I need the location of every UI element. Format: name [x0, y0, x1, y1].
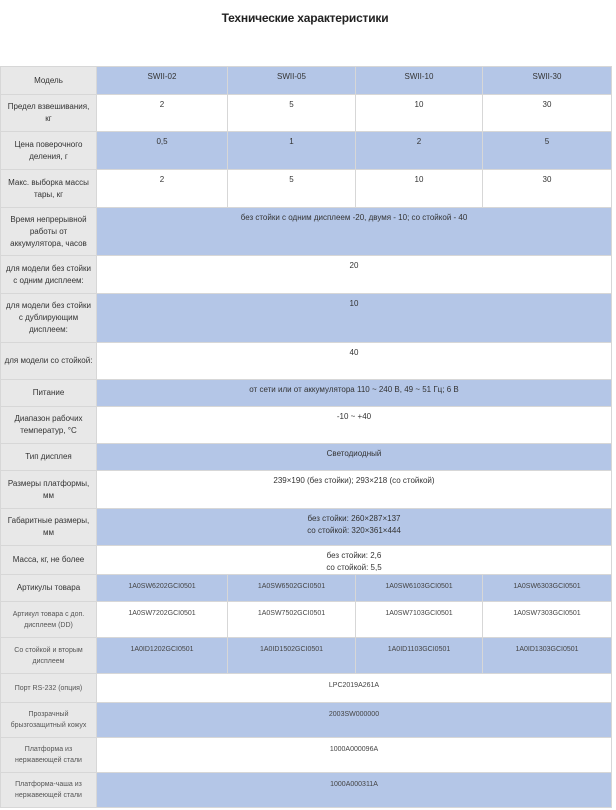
- table-cell: 30: [483, 95, 612, 132]
- table-row: [1, 256, 612, 294]
- row-label: Порт RS-232 (опция): [1, 674, 97, 703]
- row-label: Масса, кг, не более: [1, 546, 97, 575]
- table-row: [1, 343, 612, 380]
- table-cell: 10: [356, 95, 483, 132]
- row-label: Платформа-чаша из нержавеющей стали: [1, 773, 97, 808]
- row-label: Модель: [1, 67, 97, 95]
- table-cell: 0,5: [97, 132, 228, 170]
- table-cell: 1A0SW6202GCI0501: [97, 575, 228, 602]
- row-label: Артикулы товара: [1, 575, 97, 602]
- table-cell: 40: [97, 343, 612, 380]
- table-cell: 20: [97, 256, 612, 294]
- row-label: Габаритные размеры, мм: [1, 509, 97, 546]
- table-cell: 10: [97, 294, 612, 343]
- table-row: [1, 509, 612, 546]
- table-cell: 30: [483, 170, 612, 208]
- table-row: [1, 95, 612, 132]
- table-cell: 2003SW000000: [97, 703, 612, 738]
- table-cell: 10: [356, 170, 483, 208]
- cell-line: со стойкой: 320×361×444: [307, 526, 401, 535]
- specs-table: [0, 66, 612, 808]
- row-label: Предел взвешивания, кг: [1, 95, 97, 132]
- table-cell: 1A0ID1303GCI0501: [483, 638, 612, 674]
- specs-table-container: [0, 66, 611, 808]
- table-row: [1, 773, 612, 808]
- row-label: Прозрачный брызгозащитный кожух: [1, 703, 97, 738]
- model-header-cell: SWII-30: [483, 67, 612, 95]
- model-header-cell: SWII-02: [97, 67, 228, 95]
- table-row: [1, 380, 612, 407]
- model-header-cell: SWII-10: [356, 67, 483, 95]
- table-cell: [97, 509, 612, 546]
- table-cell: 1A0SW7303GCI0501: [483, 602, 612, 638]
- table-cell: 1A0ID1502GCI0501: [228, 638, 356, 674]
- row-label: для модели без стойки с дублирующим дисплеем:: [1, 294, 97, 343]
- row-label: Артикул товара с доп. дисплеем (DD): [1, 602, 97, 638]
- cell-line: без стойки: 260×287×137: [307, 514, 401, 523]
- table-cell: 1000A000096A: [97, 738, 612, 773]
- table-cell: 239×190 (без стойки); 293×218 (со стойкой): [97, 471, 612, 509]
- table-cell: 1A0ID1103GCI0501: [356, 638, 483, 674]
- table-row: [1, 602, 612, 638]
- cell-line: без стойки: 2,6: [326, 551, 382, 560]
- table-row: [1, 638, 612, 674]
- table-header-row: [1, 67, 612, 95]
- table-cell: от сети или от аккумулятора 110 ~ 240 В, 49 ~ 51 Гц; 6 В: [97, 380, 612, 407]
- row-label: для модели со стойкой:: [1, 343, 97, 380]
- row-label: для модели без стойки с одним дисплеем:: [1, 256, 97, 294]
- row-label: Со стойкой и вторым дисплеем: [1, 638, 97, 674]
- table-cell: 2: [97, 95, 228, 132]
- table-row: [1, 170, 612, 208]
- table-cell: 1A0SW7202GCI0501: [97, 602, 228, 638]
- table-cell: 2: [356, 132, 483, 170]
- table-cell: 5: [228, 170, 356, 208]
- table-cell: 1A0SW6303GCI0501: [483, 575, 612, 602]
- row-label: Тип дисплея: [1, 444, 97, 471]
- row-label: Макс. выборка массы тары, кг: [1, 170, 97, 208]
- table-cell: 1A0SW6502GCI0501: [228, 575, 356, 602]
- row-label: Диапазон рабочих температур, °С: [1, 407, 97, 444]
- table-row: [1, 703, 612, 738]
- table-row: [1, 471, 612, 509]
- model-header-cell: SWII-05: [228, 67, 356, 95]
- row-label: Платформа из нержавеющей стали: [1, 738, 97, 773]
- table-row: [1, 674, 612, 703]
- table-row: [1, 208, 612, 256]
- cell-line: со стойкой: 5,5: [326, 563, 382, 572]
- row-label: Питание: [1, 380, 97, 407]
- table-cell: LPC2019A261A: [97, 674, 612, 703]
- row-label: Размеры платформы, мм: [1, 471, 97, 509]
- table-row: [1, 546, 612, 575]
- table-cell: Светодиодный: [97, 444, 612, 471]
- page-title: Технические характеристики: [221, 11, 389, 25]
- table-cell: 1A0SW6103GCI0501: [356, 575, 483, 602]
- table-cell: 1A0SW7103GCI0501: [356, 602, 483, 638]
- row-label: Время непрерывной работы от аккумулятора, часов: [1, 208, 97, 256]
- table-row: [1, 444, 612, 471]
- table-cell: 1: [228, 132, 356, 170]
- table-cell: без стойки с одним дисплеем -20, двумя - 10; со стойкой - 40: [97, 208, 612, 256]
- table-cell: 5: [228, 95, 356, 132]
- table-cell: 1000A000311A: [97, 773, 612, 808]
- table-cell: 1A0ID1202GCI0501: [97, 638, 228, 674]
- table-row: [1, 294, 612, 343]
- table-cell: [97, 546, 612, 575]
- table-row: [1, 132, 612, 170]
- table-row: [1, 738, 612, 773]
- table-cell: -10 ~ +40: [97, 407, 612, 444]
- table-cell: 2: [97, 170, 228, 208]
- table-cell: 5: [483, 132, 612, 170]
- row-label: Цена поверочного деления, г: [1, 132, 97, 170]
- table-row: [1, 407, 612, 444]
- table-cell: 1A0SW7502GCI0501: [228, 602, 356, 638]
- table-row: [1, 575, 612, 602]
